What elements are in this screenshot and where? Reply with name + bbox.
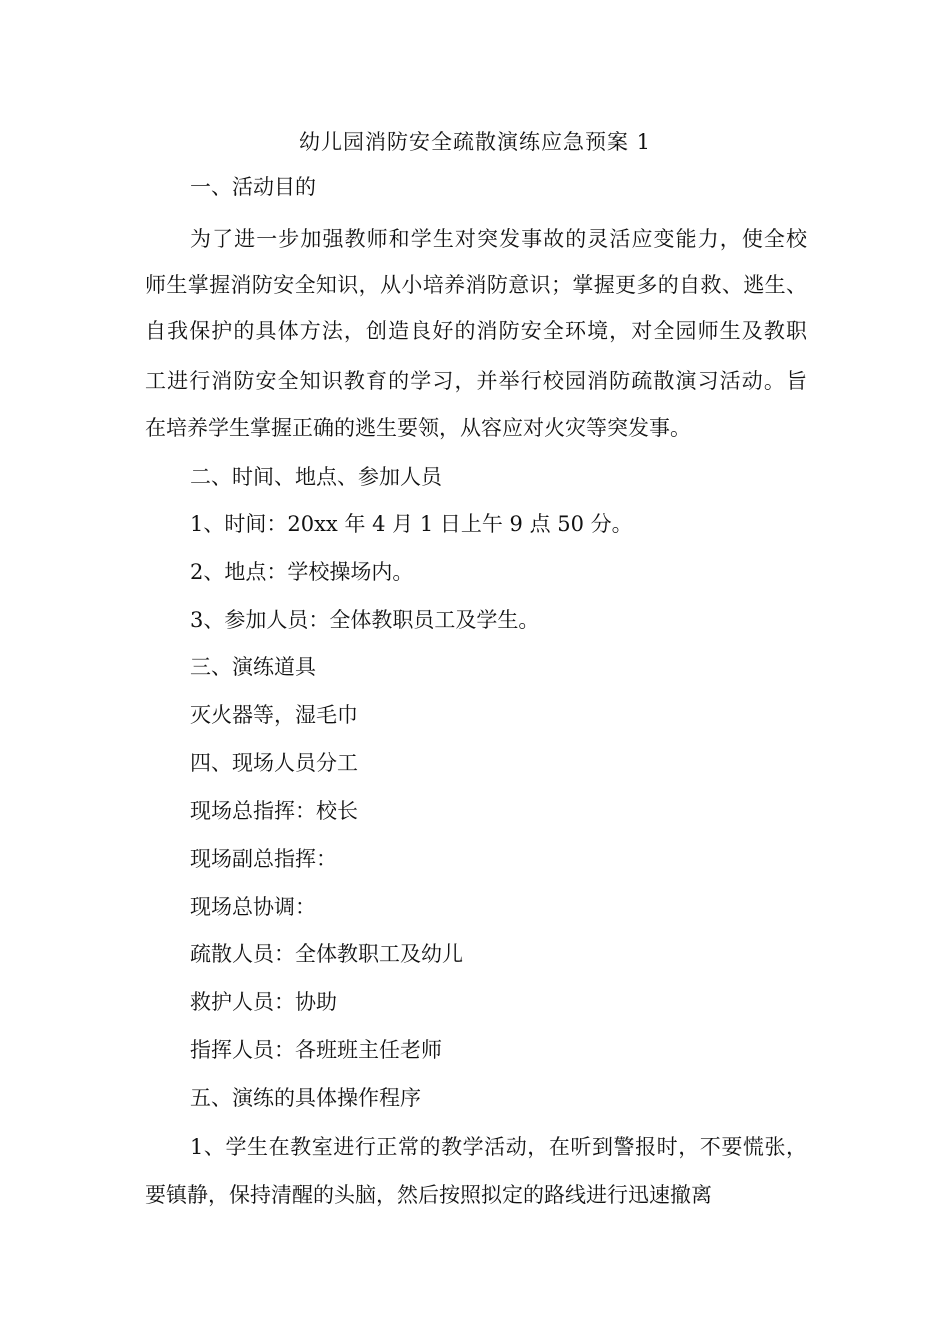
role-line: 现场副总指挥： [190, 847, 337, 871]
role-line: 现场总协调： [190, 895, 316, 919]
paragraph-line: 要镇静，保持清醒的头脑，然后按照拟定的路线进行迅速撤离 [145, 1183, 712, 1207]
paragraph-line: 在培养学生掌握正确的逃生要领，从容应对火灾等突发事。 [145, 416, 691, 440]
time-line: 1、时间：20xx 年 4 月 1 日上午 9 点 50 分。 [190, 512, 633, 536]
props-line: 灭火器等，湿毛巾 [190, 703, 358, 727]
paragraph-line: 师生掌握消防安全知识，从小培养消防意识；掌握更多的自救、逃生、 [145, 273, 807, 297]
paragraph-line: 1、学生在教室进行正常的教学活动，在听到警报时，不要慌张， [190, 1135, 807, 1159]
paragraph-line: 工进行消防安全知识教育的学习，并举行校园消防疏散演习活动。旨 [145, 369, 807, 393]
participants-line: 3、参加人员：全体教职员工及学生。 [190, 608, 540, 632]
role-line: 救护人员：协助 [190, 990, 337, 1014]
section-heading-3: 三、演练道具 [190, 655, 316, 679]
place-line: 2、地点：学校操场内。 [190, 560, 414, 584]
role-line: 疏散人员：全体教职工及幼儿 [190, 942, 463, 966]
document-title: 幼儿园消防安全疏散演练应急预案 1 [298, 130, 652, 154]
section-heading-1: 一、活动目的 [190, 175, 316, 199]
section-heading-5: 五、演练的具体操作程序 [190, 1086, 421, 1110]
section-heading-2: 二、时间、地点、参加人员 [190, 465, 442, 489]
paragraph-line: 为了进一步加强教师和学生对突发事故的灵活应变能力，使全校 [190, 227, 807, 251]
paragraph-line: 自我保护的具体方法，创造良好的消防安全环境，对全园师生及教职 [145, 319, 807, 343]
role-line: 指挥人员：各班班主任老师 [190, 1038, 442, 1062]
section-heading-4: 四、现场人员分工 [190, 751, 358, 775]
role-line: 现场总指挥：校长 [190, 799, 358, 823]
